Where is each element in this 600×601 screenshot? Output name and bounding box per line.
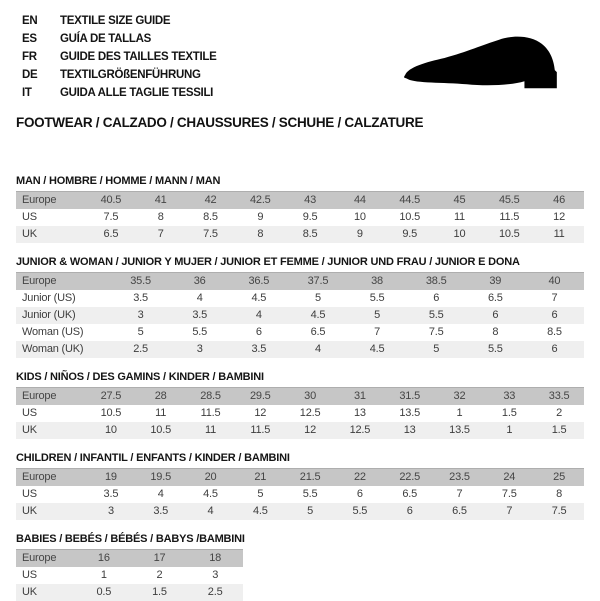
size-cell: 3 (107, 505, 114, 517)
language-code: DE (22, 69, 38, 81)
size-cell: 6 (551, 309, 558, 321)
size-cell: 4 (314, 343, 321, 355)
section-title-junior-woman: JUNIOR & WOMAN / JUNIOR Y MUJER / JUNIOR ET FEMME / JUNIOR UND FRAU / JUNIOR E DONA (16, 256, 520, 268)
row-label: Junior (US) (22, 292, 76, 304)
size-cell: 31 (353, 390, 366, 402)
size-cell: 11 (155, 407, 167, 419)
size-cell: 30 (304, 390, 316, 402)
size-table (16, 468, 584, 520)
size-cell: 5.5 (352, 505, 368, 517)
size-cell: 36.5 (248, 275, 270, 287)
size-cell: 31.5 (399, 390, 420, 402)
size-cell: 16 (97, 552, 110, 564)
row-label: US (22, 569, 37, 581)
row-label: US (22, 407, 37, 419)
size-cell: 33.5 (548, 390, 570, 402)
size-cell: 5 (257, 488, 264, 500)
size-cell: 4.5 (252, 505, 268, 517)
size-cell: 19.5 (150, 471, 171, 483)
size-tables (16, 175, 584, 601)
size-cell: 1.5 (551, 424, 567, 436)
size-cell: 8 (157, 211, 164, 223)
size-cell: 0.5 (96, 586, 112, 598)
size-cell: 6.5 (452, 505, 467, 517)
size-cell: 11.5 (200, 407, 221, 419)
size-cell: 44.5 (399, 194, 420, 206)
size-cell: 5.5 (487, 343, 503, 355)
size-table-babies (16, 549, 584, 601)
section-title-kids: KIDS / NIÑOS / DES GAMINS / KINDER / BAMBINI (16, 371, 264, 383)
table-row (16, 290, 584, 307)
size-section-babies (16, 533, 584, 601)
size-cell: 3.5 (251, 343, 267, 355)
size-cell: 39 (489, 275, 502, 287)
size-cell: 5 (374, 309, 381, 321)
size-cell: 43 (304, 194, 316, 206)
size-cell: 2 (156, 569, 163, 581)
size-cell: 6 (433, 292, 440, 304)
section-title-babies: BABIES / BEBÉS / BÉBÉS / BABYS /BAMBINI (16, 533, 245, 545)
size-cell: 3.5 (192, 309, 208, 321)
table-row (16, 486, 584, 503)
size-cell: 10.5 (150, 424, 171, 436)
table-row (16, 341, 584, 358)
size-cell: 35.5 (130, 275, 151, 287)
size-cell: 27.5 (100, 390, 122, 402)
table-row (16, 584, 243, 601)
size-cell: 17 (153, 552, 166, 564)
size-cell: 7 (157, 228, 164, 240)
size-table-man (16, 191, 584, 243)
size-cell: 6 (492, 309, 499, 321)
size-section-children (16, 452, 584, 520)
row-label: UK (22, 505, 37, 517)
table-row (16, 324, 584, 341)
size-cell: 41 (154, 194, 167, 206)
language-code: EN (22, 15, 38, 27)
size-cell: 6.5 (310, 326, 326, 338)
size-cell: 8.5 (302, 228, 318, 240)
table-row (16, 503, 584, 520)
size-cell: 7.5 (203, 228, 218, 240)
row-label: UK (22, 424, 37, 436)
size-table (16, 272, 584, 358)
size-cell: 3 (196, 343, 203, 355)
size-cell: 5 (137, 326, 144, 338)
size-cell: 12 (254, 407, 267, 419)
size-cell: 23.5 (449, 471, 470, 483)
row-label: Europe (22, 390, 57, 402)
size-section-kids (16, 371, 584, 439)
size-cell: 3.5 (153, 505, 169, 517)
size-table-children (16, 468, 584, 520)
size-cell: 38 (371, 275, 383, 287)
size-cell: 2.5 (133, 343, 148, 355)
size-cell: 5.5 (192, 326, 208, 338)
language-code: ES (22, 33, 37, 45)
size-cell: 4 (196, 292, 203, 304)
size-cell: 21.5 (299, 471, 321, 483)
size-cell: 9 (356, 228, 363, 240)
size-cell: 45 (453, 194, 466, 206)
size-cell: 5.5 (302, 488, 318, 500)
size-cell: 5 (433, 343, 440, 355)
size-cell: 4 (207, 505, 214, 517)
size-cell: 6.5 (487, 292, 503, 304)
table-row (16, 567, 243, 584)
size-cell: 42 (204, 194, 217, 206)
size-cell: 40.5 (100, 194, 122, 206)
row-label: UK (22, 228, 37, 240)
size-cell: 8.5 (547, 326, 562, 338)
size-cell: 4 (157, 488, 164, 500)
size-cell: 1 (506, 424, 513, 436)
section-title-man: MAN / HOMBRE / HOMME / MANN / MAN (16, 175, 221, 187)
size-cell: 25 (553, 471, 565, 483)
size-cell: 28 (154, 390, 167, 402)
size-cell: 22.5 (399, 471, 420, 483)
size-cell: 12.5 (299, 407, 321, 419)
size-cell: 4.5 (310, 309, 326, 321)
table-row (16, 209, 584, 226)
size-cell: 7 (374, 326, 381, 338)
size-table-kids (16, 387, 584, 439)
size-cell: 10.5 (399, 211, 420, 223)
size-cell: 10.5 (498, 228, 520, 240)
size-cell: 37.5 (307, 275, 329, 287)
language-code: IT (22, 87, 32, 99)
section-title-children: CHILDREN / INFANTIL / ENFANTS / KINDER / BAMBINI (16, 452, 290, 464)
size-cell: 8.5 (203, 211, 218, 223)
size-cell: 11 (204, 424, 216, 436)
size-cell: 44 (353, 194, 366, 206)
size-cell: 12.5 (349, 424, 371, 436)
size-cell: 1.5 (152, 586, 167, 598)
size-cell: 20 (204, 471, 217, 483)
size-cell: 11 (553, 228, 565, 240)
size-cell: 13.5 (449, 424, 470, 436)
language-label: GUIDE DES TAILLES TEXTILE (60, 51, 217, 63)
size-cell: 3.5 (103, 488, 119, 500)
table-row (16, 405, 584, 422)
size-cell: 32 (453, 390, 466, 402)
size-cell: 1.5 (501, 407, 517, 419)
table-row (16, 307, 584, 324)
table-row (16, 469, 584, 487)
table-row (16, 550, 243, 568)
row-label: Europe (22, 471, 57, 483)
size-cell: 5.5 (428, 309, 444, 321)
size-cell: 10.5 (100, 407, 122, 419)
size-cell: 40 (548, 275, 561, 287)
size-cell: 45.5 (498, 194, 520, 206)
size-cell: 3.5 (133, 292, 148, 304)
size-cell: 4.5 (203, 488, 218, 500)
language-label: TEXTILGRÖßENFÜHRUNG (60, 69, 201, 81)
size-cell: 13 (353, 407, 366, 419)
size-cell: 7.5 (501, 488, 517, 500)
size-section-junior-woman (16, 256, 584, 358)
size-cell: 42.5 (249, 194, 271, 206)
row-label: Europe (22, 194, 57, 206)
size-section-man (16, 175, 584, 243)
size-cell: 5 (307, 505, 314, 517)
size-cell: 4.5 (369, 343, 385, 355)
size-cell: 18 (209, 552, 222, 564)
size-cell: 8 (492, 326, 499, 338)
size-cell: 6 (255, 326, 262, 338)
size-cell: 2.5 (207, 586, 223, 598)
table-row (16, 192, 584, 210)
size-cell: 6 (551, 343, 558, 355)
size-cell: 7 (506, 505, 513, 517)
row-label: US (22, 488, 37, 500)
row-label: UK (22, 586, 37, 598)
size-cell: 7.5 (551, 505, 567, 517)
size-cell: 6 (356, 488, 363, 500)
row-label: Woman (UK) (22, 343, 84, 355)
row-label: US (22, 211, 37, 223)
size-table (16, 191, 584, 243)
size-cell: 6.5 (103, 228, 119, 240)
table-row (16, 388, 584, 406)
size-cell: 10 (353, 211, 366, 223)
row-label: Europe (22, 552, 57, 564)
size-cell: 36 (193, 275, 206, 287)
language-label: TEXTILE SIZE GUIDE (60, 15, 171, 27)
table-row (16, 422, 584, 439)
language-row-en (16, 12, 584, 30)
size-cell: 2 (556, 407, 563, 419)
row-label: Junior (UK) (22, 309, 76, 321)
size-cell: 7 (456, 488, 463, 500)
size-cell: 11 (453, 211, 465, 223)
size-cell: 3 (137, 309, 144, 321)
shoe-icon (400, 33, 572, 93)
size-cell: 1 (456, 407, 463, 419)
size-cell: 29.5 (249, 390, 271, 402)
size-cell: 19 (104, 471, 117, 483)
size-cell: 6 (406, 505, 413, 517)
table-row (16, 273, 584, 291)
size-cell: 9.5 (302, 211, 318, 223)
size-cell: 13 (403, 424, 416, 436)
table-row (16, 226, 584, 243)
language-code: FR (22, 51, 37, 63)
size-cell: 21 (254, 471, 267, 483)
size-cell: 11.5 (250, 424, 271, 436)
size-table (16, 387, 584, 439)
size-cell: 1 (100, 569, 107, 581)
size-cell: 11.5 (499, 211, 520, 223)
size-cell: 4.5 (251, 292, 267, 304)
size-cell: 12 (304, 424, 316, 436)
size-cell: 12 (553, 211, 565, 223)
size-cell: 38.5 (425, 275, 447, 287)
size-cell: 3 (212, 569, 219, 581)
size-cell: 8 (556, 488, 563, 500)
size-cell: 28.5 (200, 390, 221, 402)
language-label: GUIDA ALLE TAGLIE TESSILI (60, 87, 214, 99)
size-cell: 5 (314, 292, 321, 304)
size-cell: 6.5 (402, 488, 418, 500)
size-table (16, 549, 243, 601)
size-cell: 7 (551, 292, 558, 304)
row-label: Woman (US) (22, 326, 84, 338)
size-cell: 24 (503, 471, 516, 483)
size-cell: 7.5 (103, 211, 119, 223)
size-cell: 22 (353, 471, 366, 483)
size-cell: 10 (453, 228, 466, 240)
size-cell: 9.5 (402, 228, 418, 240)
category-header: FOOTWEAR / CALZADO / CHAUSSURES / SCHUHE / CALZATURE (16, 115, 424, 130)
size-cell: 7.5 (428, 326, 444, 338)
row-label: Europe (22, 275, 57, 287)
size-cell: 9 (257, 211, 264, 223)
size-cell: 46 (553, 194, 565, 206)
size-cell: 33 (503, 390, 516, 402)
size-cell: 5.5 (369, 292, 385, 304)
language-label: GUÍA DE TALLAS (60, 33, 151, 45)
size-cell: 13.5 (399, 407, 420, 419)
size-cell: 8 (257, 228, 264, 240)
size-cell: 10 (104, 424, 117, 436)
size-table-junior-woman (16, 272, 584, 358)
size-cell: 4 (255, 309, 262, 321)
